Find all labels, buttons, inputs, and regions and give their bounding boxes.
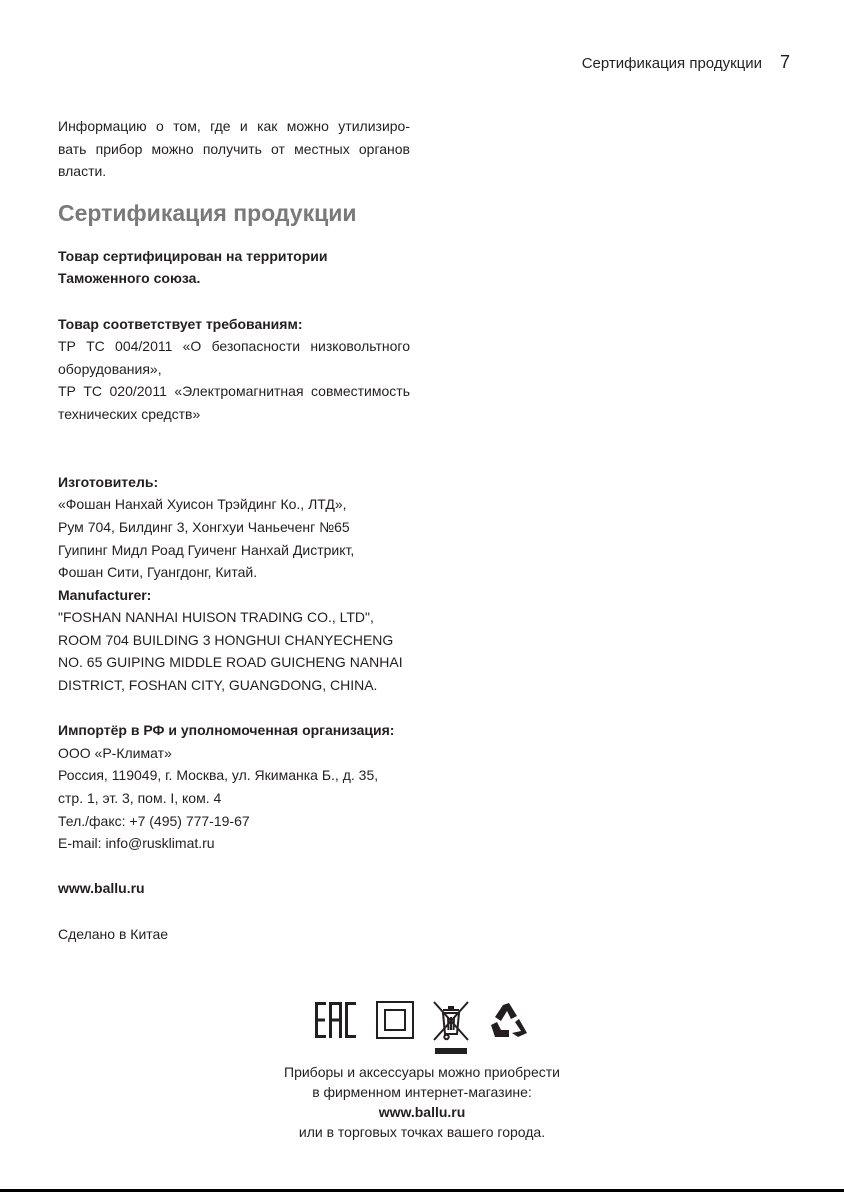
footer — [0, 1062, 844, 1142]
importer-line: ООО «Р-Климат» — [58, 744, 172, 761]
running-title: Сертификация продукции — [581, 55, 762, 72]
requirements-line: технических средств» — [58, 405, 201, 422]
eac-mark-icon — [313, 1000, 359, 1040]
crossed-bin-icon — [431, 1000, 471, 1056]
requirements-line: ТР ТС 004/2011 «О безопасности низковольтного — [58, 338, 410, 355]
recycle-icon — [487, 1000, 531, 1040]
website-link[interactable]: www.ballu.ru — [58, 880, 145, 897]
manufacturer-line: «Фошан Нанхай Хуисон Трэйдинг Ко., ЛТД», — [58, 496, 347, 513]
requirements-heading: Товар соответствует требованиям: — [58, 315, 303, 332]
double-insulation-icon — [375, 1000, 415, 1040]
footer-line: в фирменном интернет-магазине: — [312, 1084, 532, 1100]
page-number: 7 — [779, 52, 790, 72]
intro-line: вать прибор можно получить от местных органов — [58, 140, 410, 157]
importer-phone: Тел./факс: +7 (495) 777-19-67 — [58, 812, 250, 829]
footer-line: или в торговых точках вашего города. — [298, 1124, 546, 1140]
manufacturer-line: Гуипинг Мидл Роад Гуиченг Нанхай Дистрикт, — [58, 541, 355, 558]
footer-website-link[interactable]: www.ballu.ru — [378, 1104, 466, 1120]
main-content — [58, 115, 410, 945]
manufacturer-line: NO. 65 GUIPING MIDDLE ROAD GUICHENG NANHAI — [58, 654, 403, 671]
certification-logos — [0, 1000, 844, 1056]
requirements-line: ТР ТС 020/2011 «Электромагнитная совместимость — [58, 383, 410, 400]
made-in-text: Сделано в Китае — [58, 925, 169, 942]
page-header — [582, 52, 790, 73]
section-title: Сертификация продукции — [58, 199, 357, 226]
certification-line: Товар сертифицирован на территории — [58, 247, 328, 264]
requirements-line: оборудования», — [58, 360, 162, 377]
certification-line: Таможенного союза. — [58, 270, 201, 287]
footer-line: Приборы и аксессуары можно приобрести — [284, 1064, 560, 1080]
importer-heading: Импортёр в РФ и уполномоченная организация: — [58, 722, 395, 739]
manufacturer-heading-ru: Изготовитель: — [58, 473, 159, 490]
importer-line: стр. 1, эт. 3, пом. I, ком. 4 — [58, 790, 222, 807]
manufacturer-line: "FOSHAN NANHAI HUISON TRADING CO., LTD", — [58, 609, 374, 626]
manufacturer-line: DISTRICT, FOSHAN CITY, GUANGDONG, CHINA. — [58, 677, 378, 694]
manufacturer-line: Рум 704, Билдинг 3, Хонгхуи Чаньеченг №65 — [58, 518, 350, 535]
intro-line: Информацию о том, где и как можно утилизиро- — [58, 118, 410, 134]
manufacturer-line: ROOM 704 BUILDING 3 HONGHUI CHANYECHENG — [58, 631, 394, 648]
manufacturer-line: Фошан Сити, Гуангдонг, Китай. — [58, 564, 258, 581]
manufacturer-heading-en: Manufacturer: — [58, 586, 152, 603]
intro-line: власти. — [58, 163, 107, 180]
importer-email: E-mail: info@rusklimat.ru — [58, 835, 215, 852]
importer-line: Россия, 119049, г. Москва, ул. Якиманка Б., д. 35, — [58, 767, 379, 784]
